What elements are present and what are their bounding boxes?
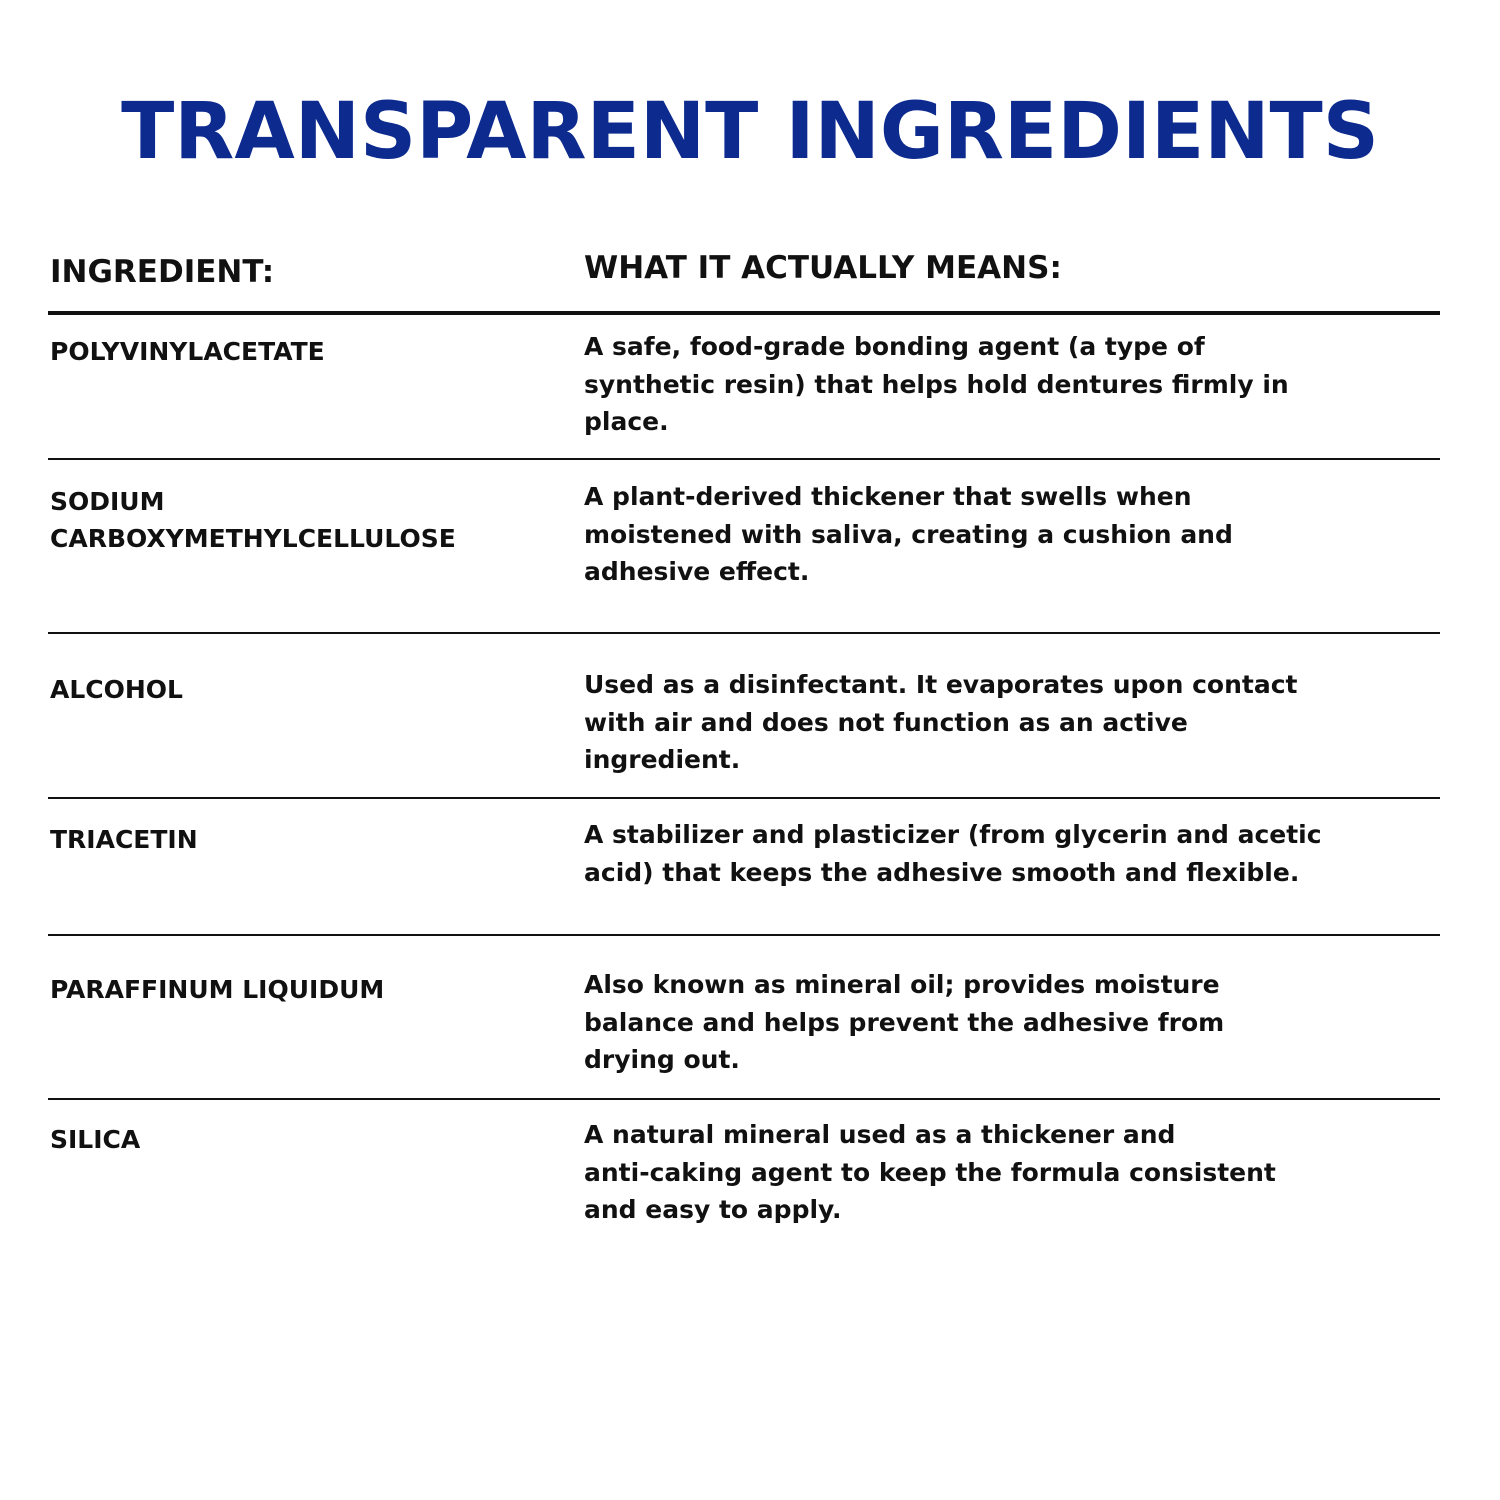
ingredient-column-header: INGREDIENT: xyxy=(50,254,275,290)
ingredient-line: CARBOXYMETHYLCELLULOSE xyxy=(50,524,456,553)
meaning-line: Used as a disinfectant. It evaporates upon contact xyxy=(584,670,1298,699)
ingredient-line: POLYVINYLACETATE xyxy=(50,337,325,366)
ingredient-line: TRIACETIN xyxy=(50,825,198,854)
ingredient-meaning-silica xyxy=(584,1116,1479,1229)
ingredient-line: SILICA xyxy=(50,1125,141,1154)
meaning-column-header: WHAT IT ACTUALLY MEANS: xyxy=(584,250,1062,286)
ingredient-line: PARAFFINUM LIQUIDUM xyxy=(50,975,385,1004)
meaning-line: A natural mineral used as a thickener and xyxy=(584,1120,1176,1149)
page-title: TRANSPARENT INGREDIENTS xyxy=(121,87,1379,177)
row-divider xyxy=(48,797,1440,799)
ingredient-meaning-polyvinylacetate xyxy=(584,328,1479,441)
ingredient-meaning-paraffinum-liquidum xyxy=(584,966,1479,1079)
meaning-line: with air and does not function as an active xyxy=(584,707,1188,737)
meaning-line: A safe, food-grade bonding agent (a type of xyxy=(584,332,1205,361)
meaning-line: drying out. xyxy=(584,1045,740,1074)
ingredient-line: SODIUM xyxy=(50,487,165,516)
meaning-line: place. xyxy=(584,407,669,436)
row-divider xyxy=(48,632,1440,634)
row-divider xyxy=(48,458,1440,460)
row-divider xyxy=(48,1098,1440,1100)
ingredient-name-silica xyxy=(50,1121,570,1158)
ingredient-name-alcohol xyxy=(50,671,570,708)
ingredient-meaning-sodium-carboxymethylcellulose xyxy=(584,478,1479,591)
row-divider xyxy=(48,934,1440,936)
header-divider xyxy=(48,311,1440,315)
meaning-line: and easy to apply. xyxy=(584,1195,842,1224)
meaning-line: balance and helps prevent the adhesive from xyxy=(584,1007,1225,1037)
meaning-line: anti-caking agent to keep the formula consistent xyxy=(584,1157,1276,1187)
meaning-line: synthetic resin) that helps hold dentures firmly in xyxy=(584,369,1289,399)
meaning-line: ingredient. xyxy=(584,745,741,774)
meaning-line: A stabilizer and plasticizer (from glycerin and acetic xyxy=(584,820,1322,849)
ingredient-meaning-alcohol xyxy=(584,666,1479,779)
meaning-line: moistened with saliva, creating a cushion and xyxy=(584,519,1233,549)
meaning-line: Also known as mineral oil; provides moisture xyxy=(584,970,1220,999)
ingredient-meaning-triacetin xyxy=(584,816,1479,891)
ingredient-name-sodium-carboxymethylcellulose xyxy=(50,483,570,557)
meaning-line: A plant-derived thickener that swells when xyxy=(584,482,1192,511)
meaning-line: acid) that keeps the adhesive smooth and flexible. xyxy=(584,857,1300,887)
ingredient-name-triacetin xyxy=(50,821,570,858)
ingredient-name-paraffinum-liquidum xyxy=(50,971,570,1008)
ingredient-name-polyvinylacetate xyxy=(50,333,570,370)
meaning-line: adhesive effect. xyxy=(584,557,810,586)
ingredient-line: ALCOHOL xyxy=(50,675,183,704)
